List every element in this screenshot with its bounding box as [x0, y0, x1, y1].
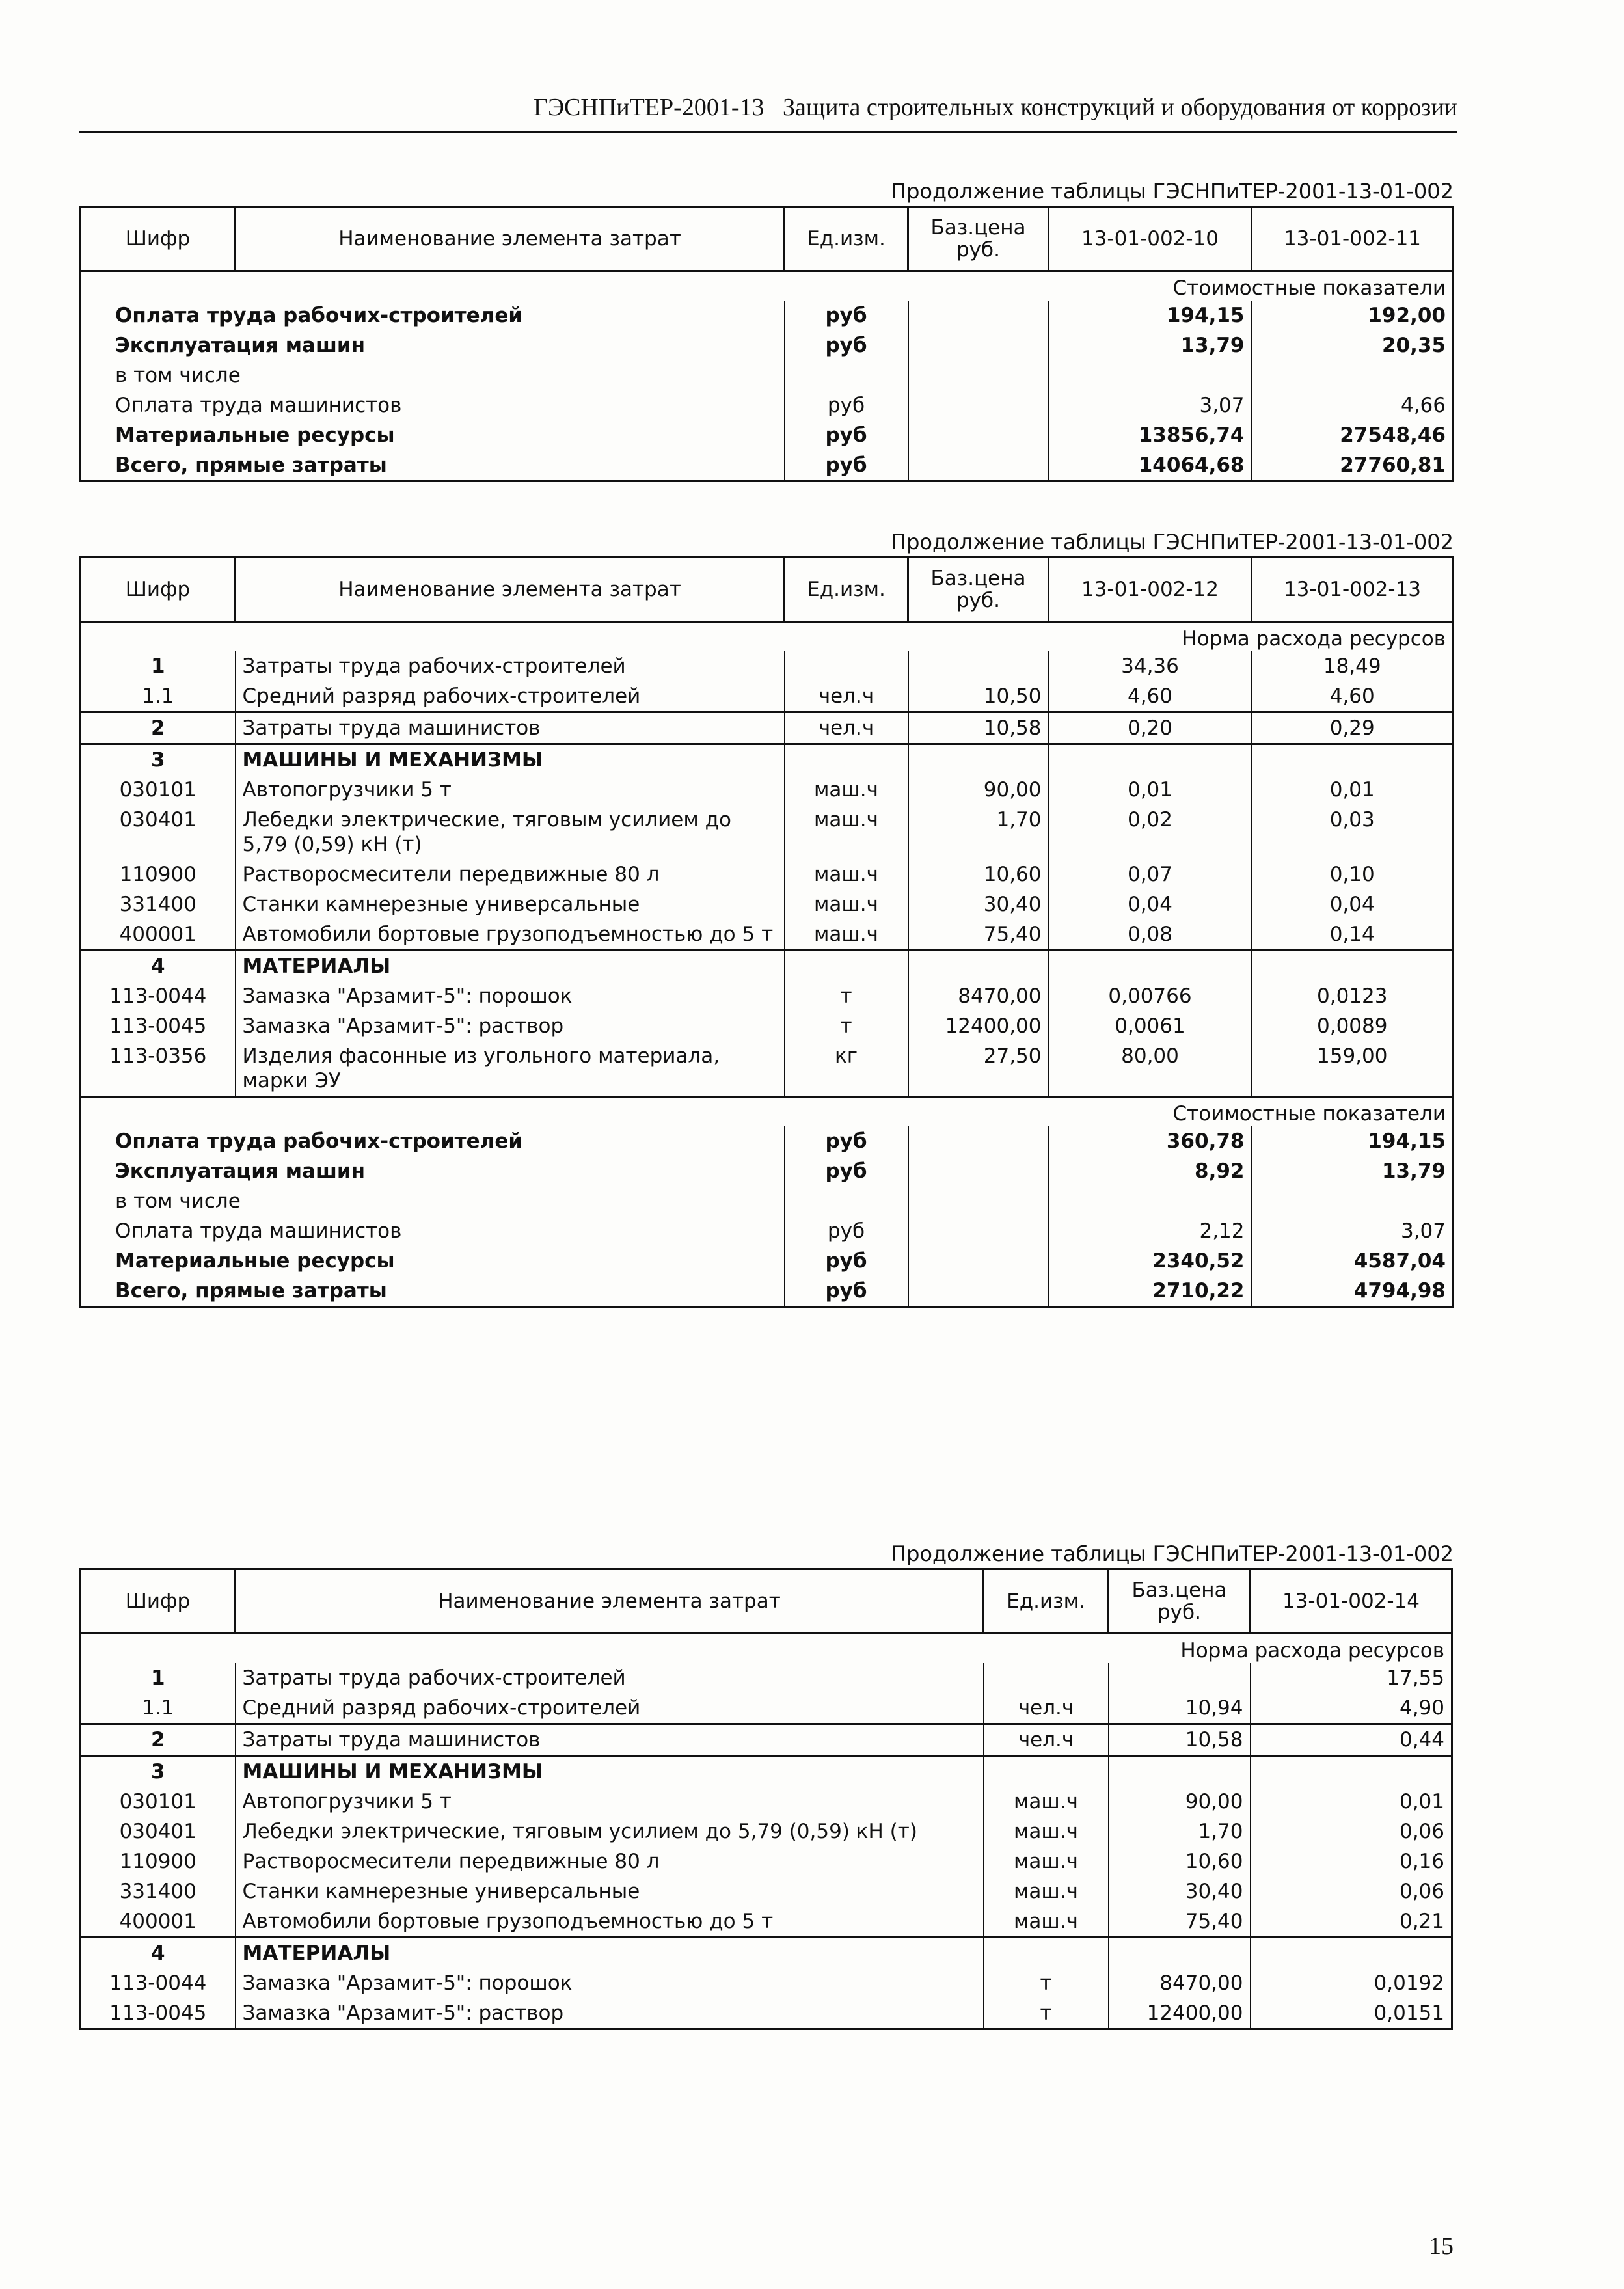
- row-price: 10,58: [908, 712, 1049, 744]
- row-value-a: [1049, 951, 1252, 982]
- row-price: [1109, 1663, 1251, 1693]
- row-value-a: 0,16: [1251, 1847, 1452, 1876]
- row-value-a: 0,44: [1251, 1724, 1452, 1756]
- cost-value-a: 13856,74: [1049, 420, 1252, 450]
- cost-value-b: 194,15: [1252, 1126, 1454, 1156]
- row-name: Растворосмесители передвижные 80 л: [236, 1847, 984, 1876]
- row-name: Затраты труда рабочих-строителей: [236, 651, 785, 681]
- row-price: 75,40: [908, 919, 1049, 951]
- row-value-a: 0,01: [1251, 1787, 1452, 1817]
- table-row: [81, 651, 1454, 681]
- cost-value-b: 27548,46: [1252, 420, 1454, 450]
- col-name: Наименование элемента затрат: [236, 207, 785, 271]
- row-value-b: 0,04: [1252, 889, 1454, 919]
- row-name: Автопогрузчики 5 т: [236, 775, 785, 805]
- row-price: [908, 744, 1049, 776]
- row-name: МАШИНЫ И МЕХАНИЗМЫ: [236, 744, 785, 776]
- row-unit: чел.ч: [785, 681, 908, 712]
- row-unit: маш.ч: [785, 860, 908, 889]
- row-price: 10,60: [908, 860, 1049, 889]
- cost-price: [908, 390, 1049, 420]
- row-price: [908, 651, 1049, 681]
- cost-value-a: 2710,22: [1049, 1276, 1252, 1307]
- row-value-a: 0,07: [1049, 860, 1252, 889]
- row-price: 90,00: [908, 775, 1049, 805]
- col-b: 13-01-002-11: [1252, 207, 1454, 271]
- header-code: ГЭСНПиТЕР-2001-13: [533, 94, 765, 121]
- cost-value-a: 14064,68: [1049, 450, 1252, 481]
- col-price: Баз.цена руб.: [908, 558, 1049, 622]
- row-name: Замазка "Арзамит-5": раствор: [236, 1011, 785, 1041]
- row-name: Затраты труда машинистов: [236, 712, 785, 744]
- cost-row: [81, 301, 1454, 331]
- cost-price: [908, 420, 1049, 450]
- row-unit: т: [785, 981, 908, 1011]
- row-code: 2: [81, 712, 236, 744]
- table1-costs: [81, 301, 1454, 481]
- cost-price: [908, 450, 1049, 481]
- row-value-b: 0,10: [1252, 860, 1454, 889]
- cost-unit: руб: [785, 450, 908, 481]
- col-a: 13-01-002-14: [1251, 1569, 1452, 1634]
- row-value-a: 34,36: [1049, 651, 1252, 681]
- cost-row: [81, 390, 1454, 420]
- cost-price: [908, 360, 1049, 390]
- section-row: [81, 1097, 1454, 1127]
- cost-row: [81, 450, 1454, 481]
- row-unit: чел.ч: [785, 712, 908, 744]
- col-a: 13-01-002-10: [1049, 207, 1252, 271]
- row-value-b: 0,29: [1252, 712, 1454, 744]
- row-value-a: 0,04: [1049, 889, 1252, 919]
- cost-unit: руб: [785, 1156, 908, 1186]
- cost-unit: [785, 360, 908, 390]
- cost-row: [81, 331, 1454, 360]
- row-code: 3: [81, 744, 236, 776]
- cost-value-b: 4794,98: [1252, 1276, 1454, 1307]
- row-unit: маш.ч: [785, 889, 908, 919]
- row-value-a: [1251, 1938, 1452, 1969]
- cost-row: [81, 420, 1454, 450]
- table1-header-row: [81, 207, 1454, 271]
- cost-unit: руб: [785, 1216, 908, 1246]
- row-value-a: 4,60: [1049, 681, 1252, 712]
- col-price: Баз.цена руб.: [1109, 1569, 1251, 1634]
- cost-unit: руб: [785, 420, 908, 450]
- col-unit: Ед.изм.: [785, 558, 908, 622]
- row-code: 400001: [119, 923, 196, 946]
- table2-costs: [81, 1126, 1454, 1307]
- row-code: 4: [81, 1938, 236, 1969]
- page-number: 15: [1429, 2232, 1454, 2260]
- cost-value-b: 4,66: [1252, 390, 1454, 420]
- cost-label: в том числе: [115, 1189, 241, 1213]
- col-price: Баз.цена руб.: [908, 207, 1049, 271]
- cost-row: [81, 1246, 1454, 1276]
- cost-row: [81, 360, 1454, 390]
- row-price: 10,60: [1109, 1847, 1251, 1876]
- col-name: Наименование элемента затрат: [236, 1569, 984, 1634]
- row-unit: [984, 1938, 1109, 1969]
- cost-label: Всего, прямые затраты: [115, 454, 387, 477]
- cost-unit: руб: [785, 301, 908, 331]
- row-unit: маш.ч: [984, 1847, 1109, 1876]
- row-code: 400001: [119, 1910, 196, 1933]
- cost-label: Материальные ресурсы: [115, 424, 395, 447]
- table-row: [81, 1817, 1452, 1847]
- table2: [79, 556, 1454, 1308]
- row-value-b: 159,00: [1252, 1041, 1454, 1097]
- row-value-a: 0,0061: [1049, 1011, 1252, 1041]
- cost-value-b: 192,00: [1252, 301, 1454, 331]
- cost-label: Материальные ресурсы: [115, 1249, 395, 1273]
- cost-value-a: 2340,52: [1049, 1246, 1252, 1276]
- row-unit: т: [984, 1998, 1109, 2029]
- row-price: 27,50: [908, 1041, 1049, 1097]
- row-name: Лебедки электрические, тяговым усилием до 5,79 (0,59) кН (т): [236, 1817, 984, 1847]
- cost-value-a: 13,79: [1049, 331, 1252, 360]
- row-code: 030401: [119, 1820, 196, 1843]
- row-code: 3: [81, 1756, 236, 1787]
- row-price: 75,40: [1109, 1906, 1251, 1938]
- row-price: 8470,00: [1109, 1968, 1251, 1998]
- page-header: [79, 91, 1457, 133]
- row-code: 113-0044: [109, 984, 207, 1008]
- row-value-b: 0,0123: [1252, 981, 1454, 1011]
- row-name: Замазка "Арзамит-5": порошок: [236, 981, 785, 1011]
- row-code: 4: [81, 951, 236, 982]
- row-code: 030401: [119, 808, 196, 832]
- row-value-a: 80,00: [1049, 1041, 1252, 1097]
- row-unit: маш.ч: [984, 1787, 1109, 1817]
- table-row: [81, 1011, 1454, 1041]
- row-price: 30,40: [908, 889, 1049, 919]
- row-price: 10,58: [1109, 1724, 1251, 1756]
- cost-value-b: 3,07: [1252, 1216, 1454, 1246]
- row-code: 030101: [119, 778, 196, 802]
- row-name: Затраты труда рабочих-строителей: [236, 1663, 984, 1693]
- row-code: 113-0044: [109, 1971, 207, 1995]
- table-row: [81, 860, 1454, 889]
- cost-price: [908, 1216, 1049, 1246]
- col-shifr: Шифр: [81, 207, 236, 271]
- table-row: [81, 1906, 1452, 1938]
- table1: [79, 206, 1454, 482]
- row-value-a: 4,90: [1251, 1693, 1452, 1724]
- row-value-b: [1252, 744, 1454, 776]
- row-code: 113-0045: [109, 2001, 207, 2025]
- row-price: 1,70: [1109, 1817, 1251, 1847]
- cost-row: [81, 1216, 1454, 1246]
- table-row: [81, 712, 1454, 744]
- col-shifr: Шифр: [81, 558, 236, 622]
- table2-caption: Продолжение таблицы ГЭСНПиТЕР-2001-13-01-002: [891, 530, 1454, 554]
- row-name: Станки камнерезные универсальные: [236, 1876, 984, 1906]
- row-price: 12400,00: [908, 1011, 1049, 1041]
- table-row: [81, 744, 1454, 776]
- row-unit: [785, 744, 908, 776]
- row-unit: [785, 651, 908, 681]
- cost-value-b: 27760,81: [1252, 450, 1454, 481]
- cost-label: Оплата труда рабочих-строителей: [115, 1130, 523, 1153]
- table-row: [81, 1938, 1452, 1969]
- row-price: [1109, 1938, 1251, 1969]
- cost-label: Всего, прямые затраты: [115, 1279, 387, 1303]
- row-unit: т: [984, 1968, 1109, 1998]
- row-price: [908, 951, 1049, 982]
- col-unit: Ед.изм.: [984, 1569, 1109, 1634]
- section-norms-label: Норма расхода ресурсов: [81, 622, 1454, 652]
- row-name: Замазка "Арзамит-5": порошок: [236, 1968, 984, 1998]
- table-row: [81, 951, 1454, 982]
- col-shifr: Шифр: [81, 1569, 236, 1634]
- cost-unit: руб: [785, 1276, 908, 1307]
- cost-price: [908, 1126, 1049, 1156]
- table-row: [81, 1968, 1452, 1998]
- row-value-a: 17,55: [1251, 1663, 1452, 1693]
- table-row: [81, 1847, 1452, 1876]
- table-row: [81, 1663, 1452, 1693]
- cost-value-b: [1252, 1186, 1454, 1216]
- row-value-b: 0,0089: [1252, 1011, 1454, 1041]
- cost-value-b: 13,79: [1252, 1156, 1454, 1186]
- cost-label: Оплата труда рабочих-строителей: [115, 304, 523, 327]
- cost-value-b: [1252, 360, 1454, 390]
- row-name: Затраты труда машинистов: [236, 1724, 984, 1756]
- row-code: 1: [150, 655, 165, 678]
- table3-rows: [81, 1663, 1452, 2029]
- row-unit: маш.ч: [785, 919, 908, 951]
- row-value-a: 0,02: [1049, 805, 1252, 860]
- row-name: МАТЕРИАЛЫ: [236, 951, 785, 982]
- row-price: 12400,00: [1109, 1998, 1251, 2029]
- cost-value-a: 194,15: [1049, 301, 1252, 331]
- row-unit: [984, 1663, 1109, 1693]
- table-row: [81, 1998, 1452, 2029]
- col-a: 13-01-002-12: [1049, 558, 1252, 622]
- header-title: Защита строительных конструкций и оборудования от коррозии: [782, 94, 1457, 121]
- row-value-a: 0,06: [1251, 1876, 1452, 1906]
- cost-value-b: 4587,04: [1252, 1246, 1454, 1276]
- row-value-b: 4,60: [1252, 681, 1454, 712]
- row-code: 1: [150, 1666, 165, 1690]
- row-value-a: 0,01: [1049, 775, 1252, 805]
- row-unit: [785, 951, 908, 982]
- row-unit: маш.ч: [984, 1817, 1109, 1847]
- cost-price: [908, 1246, 1049, 1276]
- table-row: [81, 681, 1454, 712]
- row-value-b: 0,03: [1252, 805, 1454, 860]
- row-code: 331400: [119, 1880, 196, 1903]
- cost-price: [908, 1276, 1049, 1307]
- cost-value-a: 8,92: [1049, 1156, 1252, 1186]
- cost-label: Эксплуатация машин: [115, 1159, 366, 1183]
- row-name: Растворосмесители передвижные 80 л: [236, 860, 785, 889]
- row-name: Средний разряд рабочих-строителей: [236, 681, 785, 712]
- table-row: [81, 1756, 1452, 1787]
- cost-value-a: 2,12: [1049, 1216, 1252, 1246]
- row-unit: чел.ч: [984, 1724, 1109, 1756]
- col-b: 13-01-002-13: [1252, 558, 1454, 622]
- section-row: [81, 622, 1454, 652]
- cost-unit: руб: [785, 1126, 908, 1156]
- section-norms-label: Норма расхода ресурсов: [81, 1634, 1452, 1664]
- row-name: Средний разряд рабочих-строителей: [236, 1693, 984, 1724]
- cost-unit: [785, 1186, 908, 1216]
- cost-value-b: 20,35: [1252, 331, 1454, 360]
- row-unit: [984, 1756, 1109, 1787]
- cost-unit: руб: [785, 390, 908, 420]
- cost-value-a: [1049, 1186, 1252, 1216]
- cost-value-a: 360,78: [1049, 1126, 1252, 1156]
- row-value-b: [1252, 951, 1454, 982]
- table3-caption: Продолжение таблицы ГЭСНПиТЕР-2001-13-01-002: [891, 1541, 1454, 1566]
- row-value-a: 0,06: [1251, 1817, 1452, 1847]
- cost-row: [81, 1156, 1454, 1186]
- table-row: [81, 1724, 1452, 1756]
- row-name: Автомобили бортовые грузоподъемностью до 5 т: [236, 1906, 984, 1938]
- cost-price: [908, 1186, 1049, 1216]
- cost-unit: руб: [785, 331, 908, 360]
- table2-header-row: [81, 558, 1454, 622]
- cost-row: [81, 1276, 1454, 1307]
- row-price: 10,94: [1109, 1693, 1251, 1724]
- row-price: 90,00: [1109, 1787, 1251, 1817]
- row-value-a: 0,0151: [1251, 1998, 1452, 2029]
- table3: [79, 1568, 1453, 2030]
- row-value-a: [1251, 1756, 1452, 1787]
- cost-label: Оплата труда машинистов: [115, 394, 402, 417]
- row-name: Автомобили бортовые грузоподъемностью до 5 т: [236, 919, 785, 951]
- row-unit: кг: [785, 1041, 908, 1097]
- row-price: 1,70: [908, 805, 1049, 860]
- table2-rows: [81, 651, 1454, 1097]
- section-costs-label: Стоимостные показатели: [81, 1097, 1454, 1127]
- row-name: Изделия фасонные из угольного материала, марки ЭУ: [236, 1041, 785, 1097]
- row-unit: маш.ч: [785, 775, 908, 805]
- cost-row: [81, 1126, 1454, 1156]
- row-code: 2: [81, 1724, 236, 1756]
- row-name: Лебедки электрические, тяговым усилием до 5,79 (0,59) кН (т): [236, 805, 785, 860]
- row-code: 110900: [119, 1850, 196, 1873]
- col-unit: Ед.изм.: [785, 207, 908, 271]
- cost-unit: руб: [785, 1246, 908, 1276]
- row-price: 8470,00: [908, 981, 1049, 1011]
- row-code: 030101: [119, 1790, 196, 1813]
- row-name: Станки камнерезные универсальные: [236, 889, 785, 919]
- row-unit: маш.ч: [984, 1876, 1109, 1906]
- table1-caption: Продолжение таблицы ГЭСНПиТЕР-2001-13-01-002: [891, 179, 1454, 204]
- row-code: 113-0356: [109, 1044, 207, 1068]
- table3-header-row: [81, 1569, 1452, 1634]
- table-row: [81, 1787, 1452, 1817]
- cost-price: [908, 1156, 1049, 1186]
- row-price: 10,50: [908, 681, 1049, 712]
- row-code: 110900: [119, 863, 196, 886]
- row-value-b: 0,01: [1252, 775, 1454, 805]
- col-name: Наименование элемента затрат: [236, 558, 785, 622]
- cost-label: в том числе: [115, 364, 241, 387]
- row-value-b: 0,14: [1252, 919, 1454, 951]
- row-value-a: 0,08: [1049, 919, 1252, 951]
- row-value-a: 0,0192: [1251, 1968, 1452, 1998]
- table-row: [81, 981, 1454, 1011]
- row-name: Автопогрузчики 5 т: [236, 1787, 984, 1817]
- row-value-b: 18,49: [1252, 651, 1454, 681]
- table-row: [81, 1876, 1452, 1906]
- cost-row: [81, 1186, 1454, 1216]
- row-price: [1109, 1756, 1251, 1787]
- table-row: [81, 775, 1454, 805]
- row-code: 1.1: [142, 684, 174, 708]
- section-row: [81, 271, 1454, 301]
- row-unit: т: [785, 1011, 908, 1041]
- table-row: [81, 1041, 1454, 1097]
- table-row: [81, 919, 1454, 951]
- row-value-a: [1049, 744, 1252, 776]
- row-code: 1.1: [142, 1696, 174, 1720]
- cost-price: [908, 331, 1049, 360]
- row-price: 30,40: [1109, 1876, 1251, 1906]
- cost-label: Оплата труда машинистов: [115, 1219, 402, 1243]
- row-unit: маш.ч: [984, 1906, 1109, 1938]
- table-row: [81, 1693, 1452, 1724]
- row-code: 331400: [119, 893, 196, 916]
- row-name: МАТЕРИАЛЫ: [236, 1938, 984, 1969]
- cost-value-a: [1049, 360, 1252, 390]
- row-name: Замазка "Арзамит-5": раствор: [236, 1998, 984, 2029]
- cost-value-a: 3,07: [1049, 390, 1252, 420]
- row-unit: чел.ч: [984, 1693, 1109, 1724]
- section-costs-label: Стоимостные показатели: [81, 271, 1454, 301]
- section-row: [81, 1634, 1452, 1664]
- row-value-a: 0,00766: [1049, 981, 1252, 1011]
- row-code: 113-0045: [109, 1014, 207, 1038]
- cost-label: Эксплуатация машин: [115, 334, 366, 357]
- row-value-a: 0,20: [1049, 712, 1252, 744]
- cost-price: [908, 301, 1049, 331]
- row-name: МАШИНЫ И МЕХАНИЗМЫ: [236, 1756, 984, 1787]
- row-value-a: 0,21: [1251, 1906, 1452, 1938]
- table-row: [81, 805, 1454, 860]
- table-row: [81, 889, 1454, 919]
- row-unit: маш.ч: [785, 805, 908, 860]
